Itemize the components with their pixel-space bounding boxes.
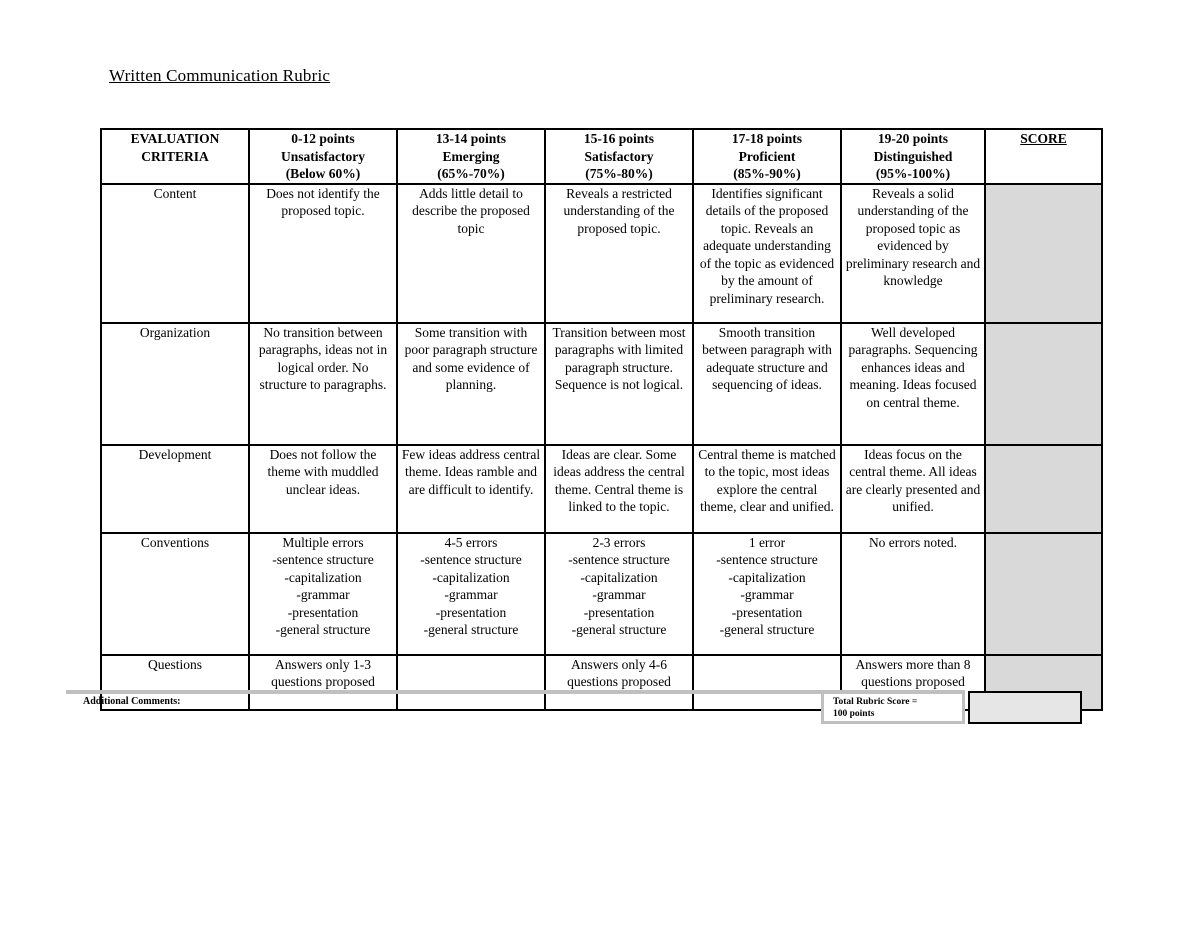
rubric-cell	[397, 323, 545, 445]
rubric-cell	[545, 533, 693, 655]
rubric-cell	[545, 323, 693, 445]
rubric-cell	[249, 323, 397, 445]
descriptor-text: Does not follow the theme with muddled unclear ideas.	[267, 446, 379, 497]
descriptor-text: Some transition with poor paragraph structure and some evidence of planning.	[404, 324, 538, 392]
rubric-cell	[693, 655, 841, 710]
level-name: Emerging	[442, 148, 500, 164]
level-header-unsatisfactory	[249, 129, 397, 184]
rubric-cell	[693, 445, 841, 533]
total-score-line2: 100 points	[833, 709, 875, 719]
rubric-cell	[693, 323, 841, 445]
level-header-emerging	[397, 129, 545, 184]
descriptor-text: Ideas focus on the central theme. All ideas are clearly presented and unified.	[845, 446, 981, 514]
descriptor-text: Answers only 4-6 questions proposed	[567, 656, 671, 689]
descriptor-text: Reveals a solid understanding of the proposed topic as evidenced by preliminary research and knowledge	[845, 185, 981, 288]
footer-divider	[66, 690, 822, 694]
descriptor-text: Central theme is matched to the topic, most ideas explore the central theme, clear and unified.	[698, 446, 836, 514]
criterion-label: Conventions	[140, 534, 210, 550]
criterion-label: Questions	[148, 656, 202, 672]
level-range: (95%-100%)	[875, 166, 951, 181]
descriptor-text: Well developed paragraphs. Sequencing enhances ideas and meaning. Ideas focused on central theme.	[848, 324, 978, 410]
criterion-label: Development	[138, 446, 212, 462]
level-name: Proficient	[738, 148, 796, 164]
table-row	[101, 323, 1102, 445]
rubric-cell	[397, 184, 545, 323]
rubric-table	[100, 128, 1103, 711]
level-points: 17-18 points	[731, 131, 803, 146]
descriptor-text: Identifies significant details of the proposed topic. Reveals an adequate understanding of the topic as evidenced by the amount of preliminary research.	[699, 185, 835, 306]
level-name: Unsatisfactory	[281, 148, 365, 164]
level-range: (75%-80%)	[585, 166, 653, 181]
descriptor-text: 2-3 errors -sentence structure -capitalization -grammar -presentation -general structure	[568, 534, 670, 637]
criterion-label: Organization	[139, 324, 211, 340]
level-range: (65%-70%)	[437, 166, 505, 181]
criteria-header: EVALUATION CRITERIA	[101, 129, 249, 184]
descriptor-text: Ideas are clear. Some ideas address the central theme. Central theme is linked to the topic.	[553, 446, 685, 514]
descriptor-text: Transition between most paragraphs with limited paragraph structure. Sequence is not logical.	[552, 324, 686, 392]
level-points: 19-20 points	[877, 131, 949, 146]
total-score-label	[833, 696, 917, 720]
rubric-cell	[249, 655, 397, 710]
level-header-distinguished	[841, 129, 985, 184]
rubric-cell	[841, 445, 985, 533]
descriptor-text: No errors noted.	[868, 534, 958, 550]
criterion-cell	[101, 533, 249, 655]
descriptor-text: No transition between paragraphs, ideas not in logical order. No structure to paragraphs.	[258, 324, 388, 392]
score-input-cell[interactable]	[985, 445, 1102, 533]
total-score-label-box	[821, 690, 965, 724]
rubric-cell	[249, 445, 397, 533]
rubric-cell	[397, 655, 545, 710]
level-range: (85%-90%)	[733, 166, 801, 181]
rubric-cell	[249, 533, 397, 655]
table-row	[101, 445, 1102, 533]
rubric-cell	[545, 184, 693, 323]
rubric-cell	[545, 655, 693, 710]
rubric-cell	[397, 533, 545, 655]
descriptor-text: Answers more than 8 questions proposed	[855, 656, 971, 689]
total-score-line1: Total Rubric Score =	[833, 697, 918, 707]
rubric-cell	[693, 184, 841, 323]
score-header: SCORE	[985, 129, 1102, 184]
descriptor-text: 1 error -sentence structure -capitalization -grammar -presentation -general structure	[716, 534, 818, 637]
descriptor-text: Smooth transition between paragraph with adequate structure and sequencing of ideas.	[702, 324, 832, 392]
descriptor-text: 4-5 errors -sentence structure -capitalization -grammar -presentation -general structure	[420, 534, 522, 637]
descriptor-text: Multiple errors -sentence structure -capitalization -grammar -presentation -general structure	[272, 534, 374, 637]
rubric-cell	[249, 184, 397, 323]
rubric-cell	[841, 533, 985, 655]
score-input-cell[interactable]	[985, 184, 1102, 323]
criterion-label: Content	[153, 185, 197, 201]
table-row	[101, 184, 1102, 323]
score-input-cell[interactable]	[985, 323, 1102, 445]
additional-comments-label: Additional Comments:	[83, 696, 181, 707]
score-input-cell[interactable]	[985, 533, 1102, 655]
table-row	[101, 533, 1102, 655]
rubric-cell	[841, 184, 985, 323]
descriptor-text: Adds little detail to describe the proposed topic	[412, 185, 530, 236]
descriptor-text: Reveals a restricted understanding of the proposed topic.	[563, 185, 675, 236]
descriptor-text: Few ideas address central theme. Ideas ramble and are difficult to identify.	[401, 446, 541, 497]
criterion-cell	[101, 323, 249, 445]
page-title: Written Communication Rubric	[109, 66, 331, 85]
level-points: 15-16 points	[583, 131, 655, 146]
level-points: 13-14 points	[435, 131, 507, 146]
level-name: Distinguished	[873, 148, 953, 164]
level-name: Satisfactory	[584, 148, 654, 164]
level-range: (Below 60%)	[285, 166, 361, 181]
rubric-cell	[841, 323, 985, 445]
descriptor-text: Does not identify the proposed topic.	[266, 185, 380, 218]
level-header-proficient	[693, 129, 841, 184]
rubric-cell	[545, 445, 693, 533]
rubric-cell	[693, 533, 841, 655]
criterion-cell	[101, 445, 249, 533]
total-score-input[interactable]	[968, 691, 1082, 724]
rubric-cell	[397, 445, 545, 533]
level-header-satisfactory	[545, 129, 693, 184]
level-points: 0-12 points	[291, 131, 355, 146]
header-row	[101, 129, 1102, 184]
descriptor-text: Answers only 1-3 questions proposed	[271, 656, 375, 689]
criterion-cell	[101, 184, 249, 323]
